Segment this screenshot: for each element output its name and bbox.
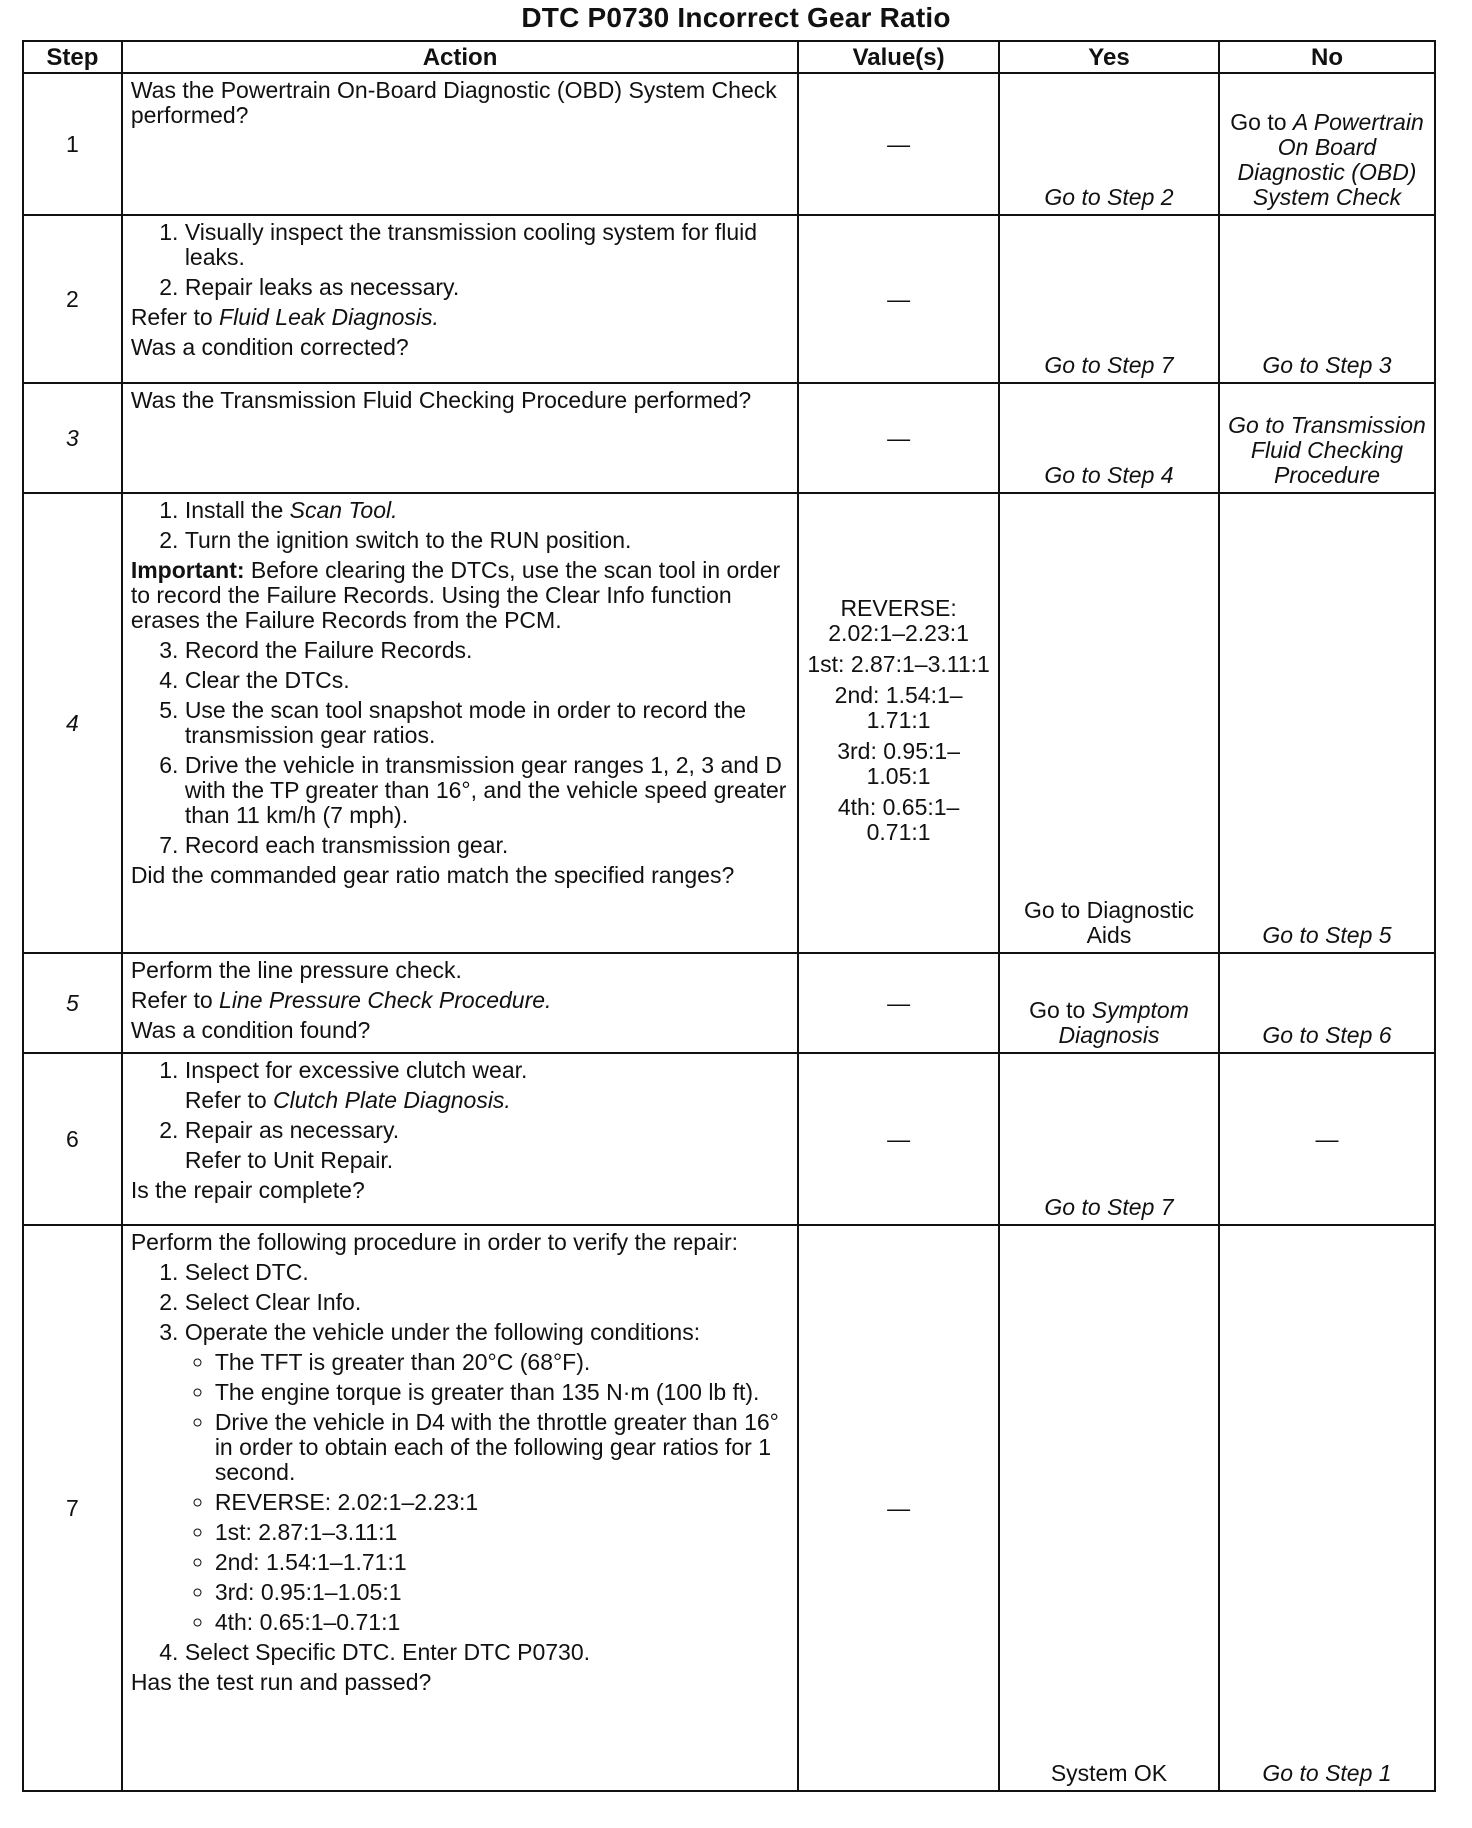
list-item: 4. Clear the DTCs. xyxy=(185,668,789,693)
yes-cell: Go to Step 7 xyxy=(999,1053,1219,1225)
yes-cell: System OK xyxy=(999,1225,1219,1791)
list-item: 2. Repair as necessary. Refer to Unit Repair. xyxy=(185,1118,789,1173)
yes-cell: Go to Step 4 xyxy=(999,383,1219,493)
table-row xyxy=(23,1225,1435,1791)
list-item: 2. Turn the ignition switch to the RUN position. xyxy=(185,528,789,553)
refer-line: Refer to Fluid Leak Diagnosis. xyxy=(130,304,439,330)
action-list xyxy=(131,220,789,300)
action-line: Perform the line pressure check. xyxy=(130,957,462,983)
action-cell xyxy=(122,953,798,1053)
bullet-item: ◦ 3rd: 0.95:1–1.05:1 xyxy=(215,1580,789,1605)
list-item: 3. Operate the vehicle under the following conditions: ◦ The TFT is greater than 20°C (68°F). ◦ The engine torque is greater than 135 N·m (100 lb ft). ◦ Drive the vehicle in D4 with the throttle greater than 16° in order to obtain each of the following gear ratios for 1 second. ◦ REVERSE: 2.02:1–2.23:1 ◦ 1st: 2.87:1–3.11:1 ◦ 2nd: 1.54:1–1.71:1 ◦ 3rd: 0.95:1–1.05:1 ◦ 4th: 0.65:1–0.71:1 xyxy=(185,1320,789,1635)
table-row xyxy=(23,953,1435,1053)
list-item: 1. Visually inspect the transmission cooling system for fluid leaks. xyxy=(185,220,789,270)
bullet-item: ◦ Drive the vehicle in D4 with the throttle greater than 16° in order to obtain each of the following gear ratios for 1 second. xyxy=(215,1410,789,1485)
list-item: 5. Use the scan tool snapshot mode in order to record the transmission gear ratios. xyxy=(185,698,789,748)
yes-link: Symptom Diagnosis xyxy=(1058,997,1189,1048)
no-text: Go to A Powertrain On Board Diagnostic (OBD) System Check xyxy=(1230,109,1424,210)
no-cell xyxy=(1219,73,1435,215)
gear-ratio-value: REVERSE: 2.02:1–2.23:1 xyxy=(828,594,969,646)
table-row xyxy=(23,215,1435,383)
value-cell: — xyxy=(798,1225,999,1791)
step-number: 4 xyxy=(23,493,122,953)
step-number: 2 xyxy=(23,215,122,383)
action-list xyxy=(131,1058,789,1173)
action-list xyxy=(131,638,789,858)
value-cell: — xyxy=(798,215,999,383)
table-row xyxy=(23,1053,1435,1225)
question: Did the commanded gear ratio match the specified ranges? xyxy=(130,862,735,888)
bullet-item: ◦ 1st: 2.87:1–3.11:1 xyxy=(215,1520,789,1545)
action-list xyxy=(131,498,789,553)
header-no: No xyxy=(1219,41,1435,73)
value-cell: — xyxy=(798,73,999,215)
step-number: 1 xyxy=(23,73,122,215)
action-cell xyxy=(122,215,798,383)
bullet-item: ◦ 4th: 0.65:1–0.71:1 xyxy=(215,1610,789,1635)
action-cell xyxy=(122,493,798,953)
header-values: Value(s) xyxy=(798,41,999,73)
refer-link: Fluid Leak Diagnosis. xyxy=(219,304,439,330)
action-cell xyxy=(122,1225,798,1791)
bullet-item: ◦ 2nd: 1.54:1–1.71:1 xyxy=(215,1550,789,1575)
important-note: Important: Before clearing the DTCs, use the scan tool in order to record the Failure Records. Using the Clear Info function erases the Failure Records from the PCM. xyxy=(130,557,781,633)
condition-list xyxy=(185,1350,789,1635)
question: Is the repair complete? xyxy=(130,1177,365,1203)
value-cell: — xyxy=(798,1053,999,1225)
list-item: 6. Drive the vehicle in transmission gear ranges 1, 2, 3 and D with the TP greater than 16°, and the vehicle speed greater than 11 km/h (7 mph). xyxy=(185,753,789,828)
header-action: Action xyxy=(122,41,798,73)
action-cell: Was the Powertrain On-Board Diagnostic (OBD) System Check performed? xyxy=(122,73,798,215)
no-cell: Go to Transmission Fluid Checking Procedure xyxy=(1219,383,1435,493)
scan-tool-link: Scan Tool. xyxy=(289,497,398,523)
yes-cell: Go to Step 2 xyxy=(999,73,1219,215)
list-item: 2. Select Clear Info. xyxy=(185,1290,789,1315)
table-row xyxy=(23,383,1435,493)
refer-line: Refer to Line Pressure Check Procedure. xyxy=(130,987,552,1013)
question: Has the test run and passed? xyxy=(130,1669,432,1695)
bullet-item: ◦ The engine torque is greater than 135 N·m (100 lb ft). xyxy=(215,1380,789,1405)
action-intro: Perform the following procedure in order to verify the repair: xyxy=(130,1229,739,1255)
table-header-row xyxy=(23,41,1435,73)
document-title: DTC P0730 Incorrect Gear Ratio xyxy=(521,2,951,33)
yes-cell: Go to Step 7 xyxy=(999,215,1219,383)
gear-ratio-value: 2nd: 1.54:1–1.71:1 xyxy=(834,681,963,733)
diagnostic-table xyxy=(22,40,1436,1792)
table-row xyxy=(23,73,1435,215)
yes-cell: Go to Diagnostic Aids xyxy=(999,493,1219,953)
refer-line: Refer to Unit Repair. xyxy=(184,1147,394,1173)
action-list xyxy=(131,1260,789,1665)
list-item: 1. Install the Scan Tool. xyxy=(185,498,789,523)
list-item: 3. Record the Failure Records. xyxy=(185,638,789,663)
action-cell xyxy=(122,1053,798,1225)
no-link: A Powertrain On Board Diagnostic (OBD) System Check xyxy=(1237,109,1424,210)
table-row xyxy=(23,493,1435,953)
bullet-item: ◦ REVERSE: 2.02:1–2.23:1 xyxy=(215,1490,789,1515)
no-cell: Go to Step 6 xyxy=(1219,953,1435,1053)
gear-ratio-value: 4th: 0.65:1–0.71:1 xyxy=(837,793,960,845)
value-cell: — xyxy=(798,383,999,493)
list-item: 4. Select Specific DTC. Enter DTC P0730. xyxy=(185,1640,789,1665)
refer-line: Refer to Clutch Plate Diagnosis. xyxy=(184,1087,511,1113)
refer-link: Line Pressure Check Procedure. xyxy=(219,987,552,1013)
step-number: 3 xyxy=(23,383,122,493)
list-item: 1. Select DTC. xyxy=(185,1260,789,1285)
value-cell xyxy=(798,493,999,953)
no-cell: Go to Step 3 xyxy=(1219,215,1435,383)
value-cell: — xyxy=(798,953,999,1053)
no-cell: — xyxy=(1219,1053,1435,1225)
list-item: 7. Record each transmission gear. xyxy=(185,833,789,858)
list-item: 1. Inspect for excessive clutch wear. Refer to Clutch Plate Diagnosis. xyxy=(185,1058,789,1113)
question: Was a condition corrected? xyxy=(130,334,409,360)
list-item: 2. Repair leaks as necessary. xyxy=(185,275,789,300)
header-yes: Yes xyxy=(999,41,1219,73)
bullet-item: ◦ The TFT is greater than 20°C (68°F). xyxy=(215,1350,789,1375)
action-cell: Was the Transmission Fluid Checking Procedure performed? xyxy=(122,383,798,493)
question: Was a condition found? xyxy=(130,1017,371,1043)
step-number: 6 xyxy=(23,1053,122,1225)
no-cell: Go to Step 5 xyxy=(1219,493,1435,953)
step-number: 5 xyxy=(23,953,122,1053)
gear-ratio-value: 1st: 2.87:1–3.11:1 xyxy=(807,650,990,677)
important-label: Important: xyxy=(130,557,245,583)
gear-ratio-value: 3rd: 0.95:1–1.05:1 xyxy=(837,737,960,789)
refer-link: Clutch Plate Diagnosis. xyxy=(273,1087,511,1113)
no-cell: Go to Step 1 xyxy=(1219,1225,1435,1791)
yes-cell: Go to Symptom Diagnosis xyxy=(999,953,1219,1053)
header-step: Step xyxy=(23,41,122,73)
step-number: 7 xyxy=(23,1225,122,1791)
